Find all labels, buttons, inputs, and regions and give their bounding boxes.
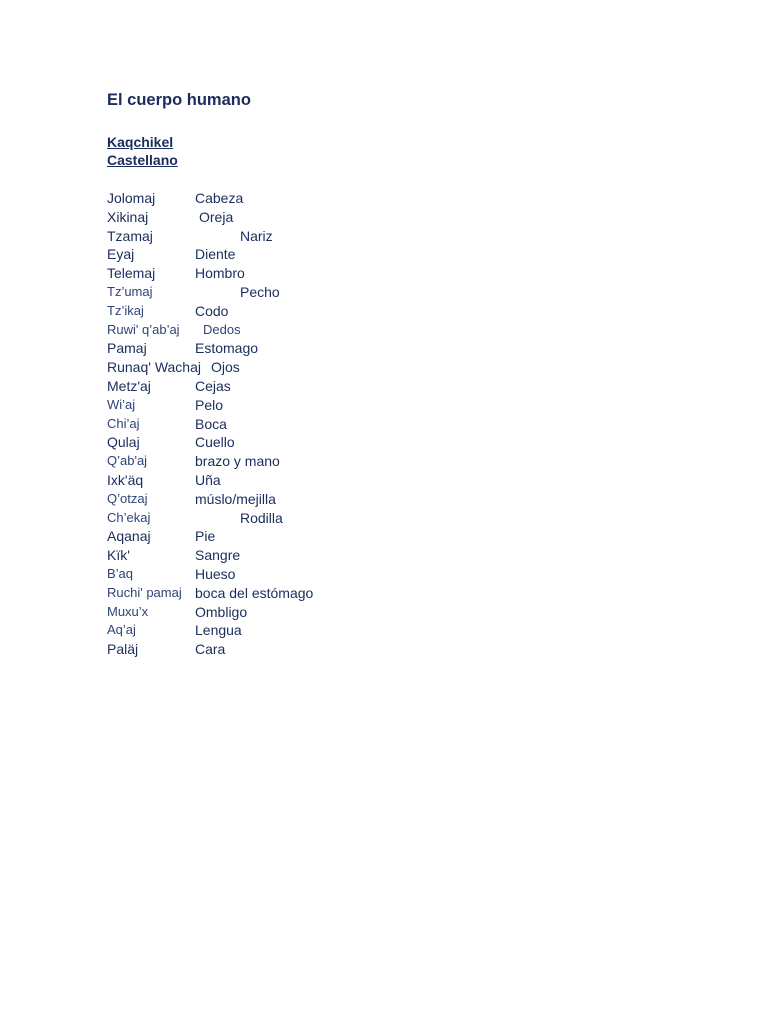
vocab-row xyxy=(107,584,527,603)
castellano-term: Codo xyxy=(195,302,229,319)
vocab-row xyxy=(107,433,527,452)
vocab-row xyxy=(107,302,527,321)
page-title: El cuerpo humano xyxy=(107,91,251,109)
castellano-term: Estomago xyxy=(195,340,259,357)
kaqchikel-term: Ch’ekaj xyxy=(107,509,151,525)
vocab-row xyxy=(107,227,527,246)
castellano-term: boca del estómago xyxy=(195,584,314,601)
vocab-row xyxy=(107,546,527,565)
kaqchikel-term: Eyaj xyxy=(107,246,135,263)
kaqchikel-term: Xikinaj xyxy=(107,208,149,225)
vocab-row xyxy=(107,377,527,396)
kaqchikel-term: Kïk' xyxy=(107,547,130,564)
kaqchikel-term: Muxu’x xyxy=(107,603,149,619)
vocab-row xyxy=(107,565,527,584)
vocab-row xyxy=(107,527,527,546)
castellano-term: Cejas xyxy=(195,377,231,394)
kaqchikel-term: Jolomaj xyxy=(107,190,156,206)
kaqchikel-term: Chi’aj xyxy=(107,415,140,431)
kaqchikel-term: Tzamaj xyxy=(107,227,153,244)
castellano-term: Pie xyxy=(195,528,216,545)
vocab-row xyxy=(107,396,527,415)
kaqchikel-term: Tz’umaj xyxy=(107,283,153,299)
castellano-term: Cabeza xyxy=(195,190,244,206)
column-header-castellano: Castellano xyxy=(107,152,178,168)
vocab-row xyxy=(107,490,527,509)
vocab-row xyxy=(107,264,527,283)
kaqchikel-term: Telemaj xyxy=(107,265,156,282)
castellano-term: múslo/mejilla xyxy=(195,490,276,507)
vocab-row xyxy=(107,321,527,340)
vocab-row xyxy=(107,358,527,377)
vocab-row xyxy=(107,339,527,358)
castellano-term: Rodilla xyxy=(240,509,283,526)
kaqchikel-term: Pamaj xyxy=(107,340,147,357)
kaqchikel-term: Runaq' Wachaj xyxy=(107,359,201,376)
castellano-term: brazo y mano xyxy=(195,453,280,470)
kaqchikel-term: Q’otzaj xyxy=(107,490,148,506)
kaqchikel-term: B’aq xyxy=(107,565,134,581)
column-header-kaqchikel: Kaqchikel xyxy=(107,134,174,150)
vocab-row xyxy=(107,471,527,490)
castellano-term: Ojos xyxy=(211,359,240,376)
kaqchikel-term: Aqanaj xyxy=(107,528,151,545)
castellano-term: Lengua xyxy=(195,622,242,639)
castellano-term: Boca xyxy=(195,415,227,432)
kaqchikel-term: Tz’ikaj xyxy=(107,302,144,318)
vocab-row xyxy=(107,189,527,208)
kaqchikel-term: Ixk'äq xyxy=(107,471,144,488)
castellano-term: Cara xyxy=(195,641,226,658)
castellano-term: Hueso xyxy=(195,565,236,582)
vocab-row xyxy=(107,208,527,227)
vocab-row xyxy=(107,603,527,622)
vocabulary-list xyxy=(107,189,527,659)
vocab-row xyxy=(107,415,527,434)
kaqchikel-term: Wi’aj xyxy=(107,396,136,412)
castellano-term: Cuello xyxy=(195,434,235,451)
castellano-term: Pelo xyxy=(195,396,224,413)
castellano-term: Dedos xyxy=(203,321,241,337)
kaqchikel-term: Paläj xyxy=(107,641,139,658)
castellano-term: Hombro xyxy=(195,265,245,282)
kaqchikel-term: Metz'aj xyxy=(107,377,151,394)
kaqchikel-term: Qulaj xyxy=(107,434,140,451)
kaqchikel-term: Ruchi' pamaj xyxy=(107,584,182,600)
vocab-row xyxy=(107,452,527,471)
vocab-row xyxy=(107,640,527,659)
castellano-term: Pecho xyxy=(240,283,280,300)
castellano-term: Uña xyxy=(195,471,221,488)
vocab-row xyxy=(107,283,527,302)
kaqchikel-term: Aq’aj xyxy=(107,622,136,638)
castellano-term: Nariz xyxy=(240,227,273,244)
kaqchikel-term: Q’ab'aj xyxy=(107,453,148,469)
kaqchikel-term: Ruwi' q’ab’aj xyxy=(107,321,180,337)
castellano-term: Diente xyxy=(195,246,236,263)
vocab-row xyxy=(107,245,527,264)
vocab-row xyxy=(107,509,527,528)
vocab-row xyxy=(107,621,527,640)
castellano-term: Oreja xyxy=(199,208,234,225)
castellano-term: Ombligo xyxy=(195,603,248,620)
castellano-term: Sangre xyxy=(195,547,241,564)
